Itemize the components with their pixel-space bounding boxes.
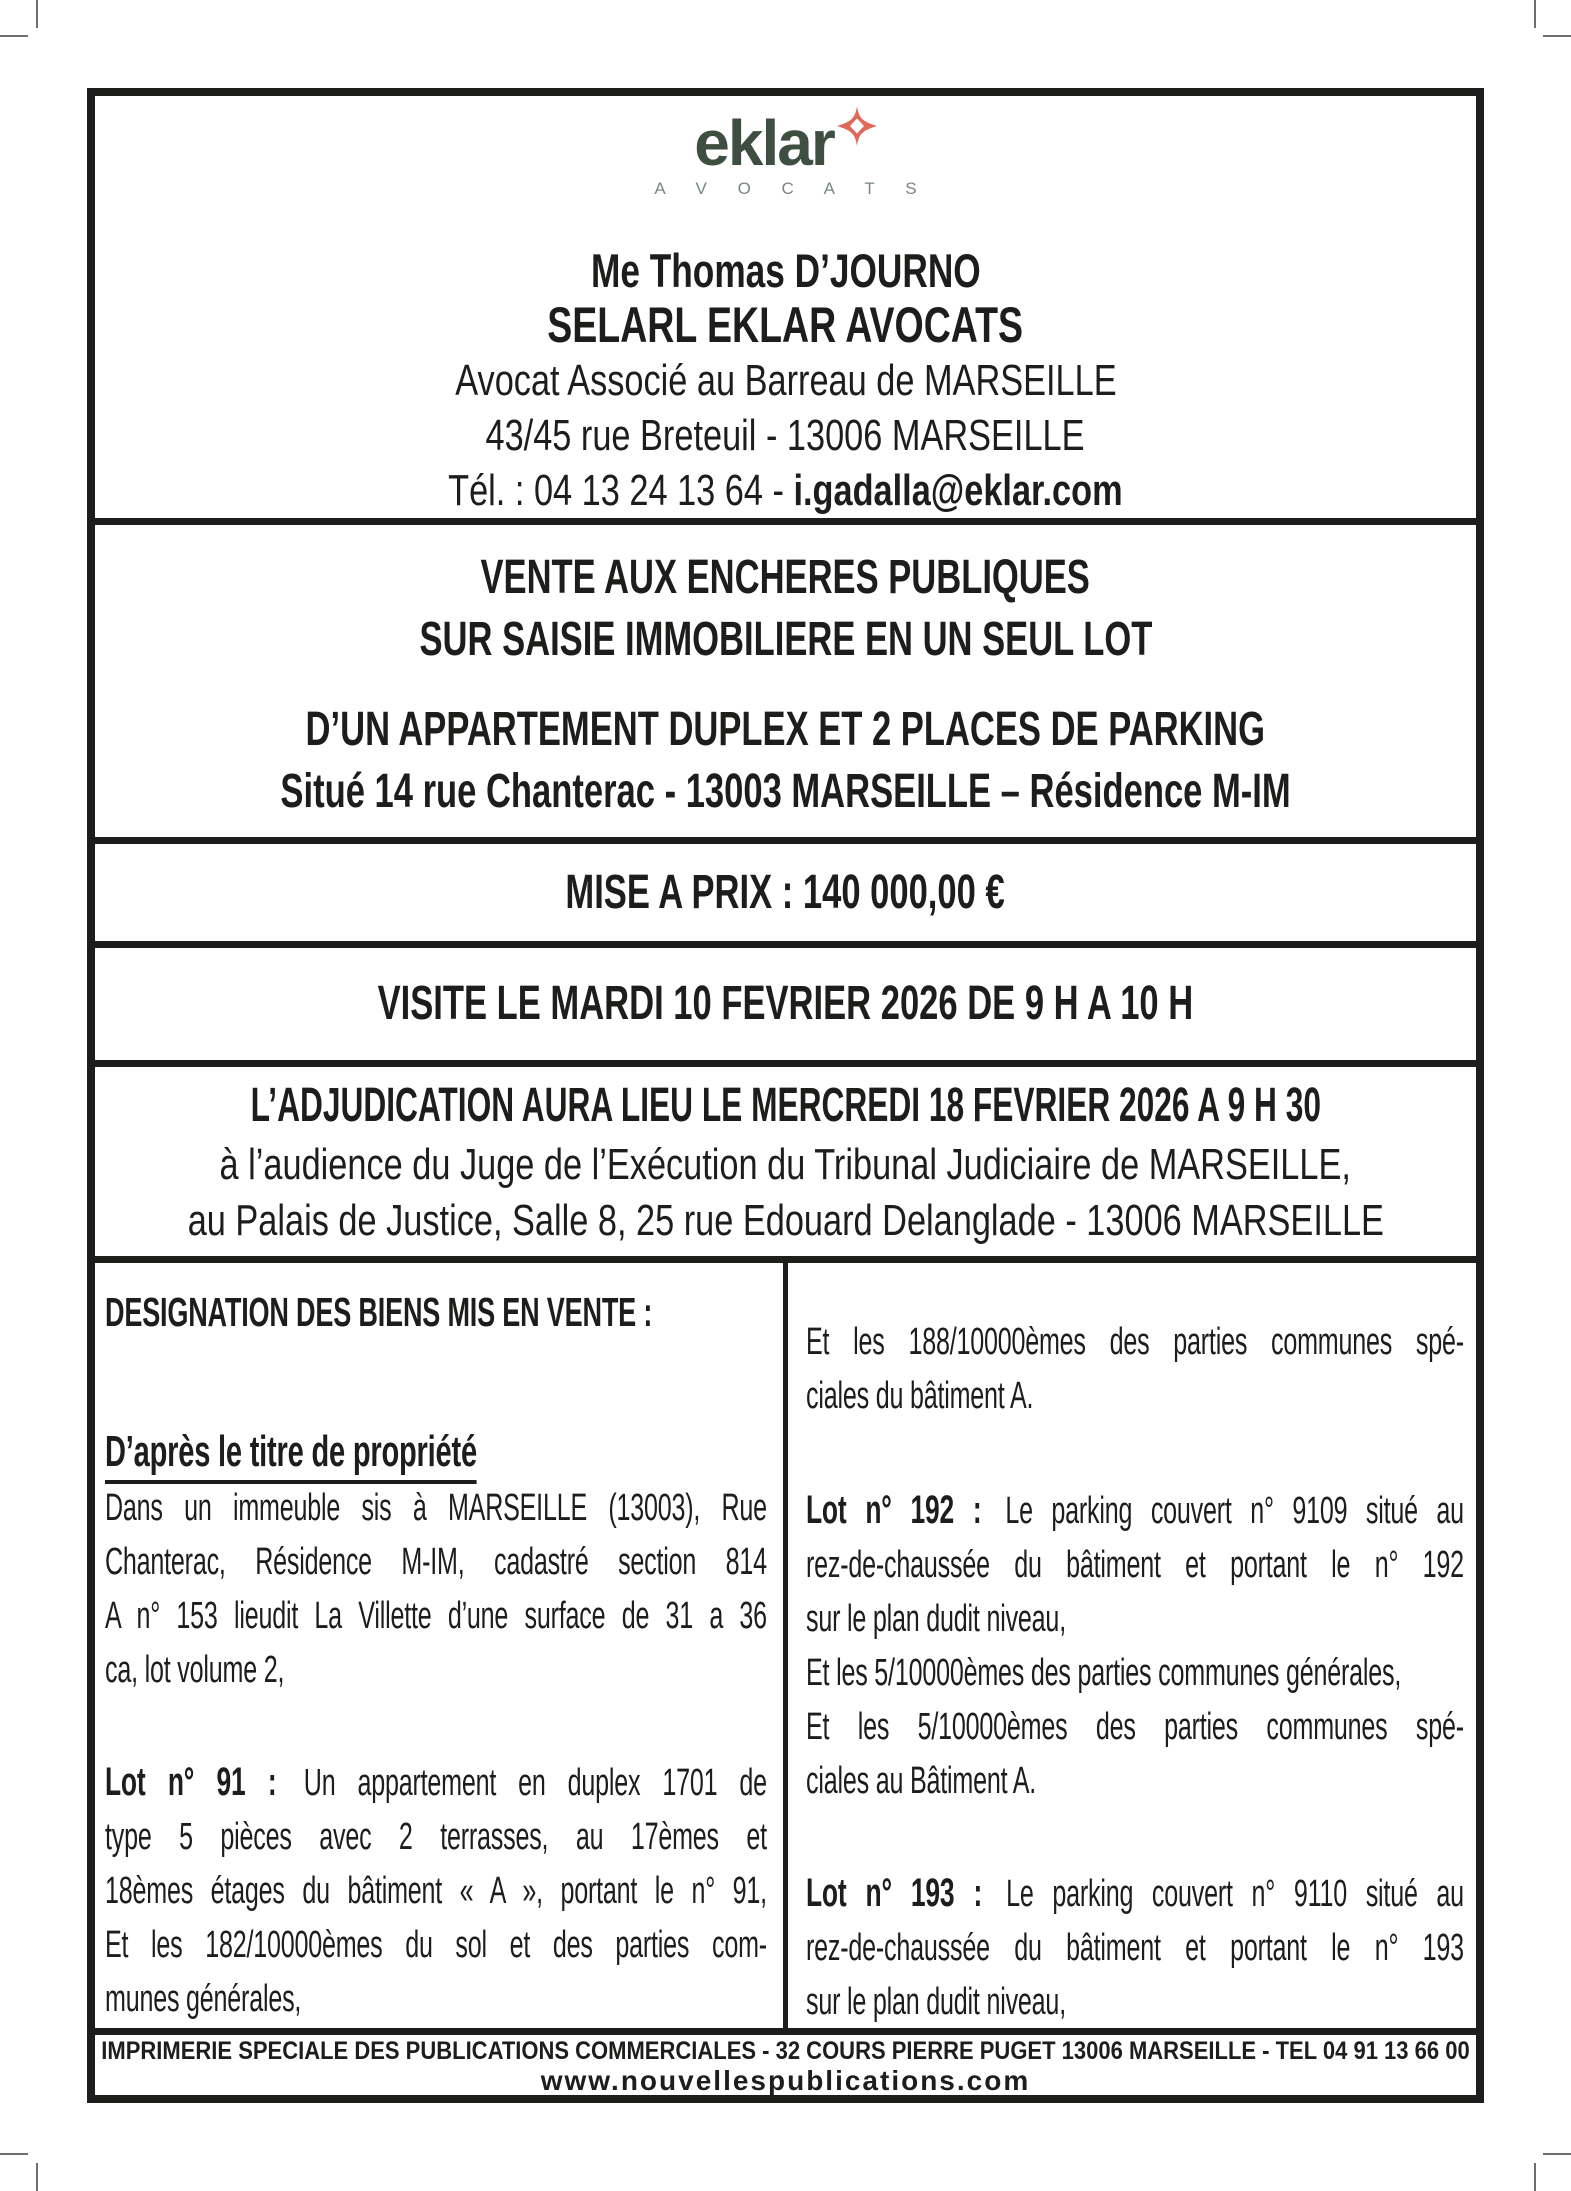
visit-date: VISITE LE MARDI 10 FEVRIER 2026 DE 9 H A 10 H (377, 977, 1194, 1030)
designation-left-column (95, 1263, 783, 2028)
designation-right-column (788, 1263, 1476, 2028)
text-line: sur le plan dudit niveau, (806, 1598, 1066, 1640)
starting-price-section (95, 844, 1476, 941)
spacer (105, 1339, 767, 1423)
text-line: ciales du bâtiment A. (806, 1375, 1034, 1417)
crop-mark (1534, 2163, 1536, 2191)
spacer (806, 1423, 1464, 1483)
contact-line (448, 463, 1122, 518)
section-divider (95, 2028, 1476, 2035)
sale-title-section (95, 525, 1476, 837)
text-line: Lot n° 193 : Le parking couvert n° 9110 situé au (806, 1871, 1464, 1915)
section-divider (95, 837, 1476, 844)
email-address: i.gadalla@eklar.com (793, 466, 1123, 515)
lot-number-label: Lot n° 91 : (105, 1760, 277, 1804)
auction-date-line: L’ADJUDICATION AURA LIEU LE MERCREDI 18 FEVRIER 2026 A 9 H 30 (250, 1079, 1321, 1132)
imprimerie-line: IMPRIMERIE SPECIALE DES PUBLICATIONS COMMERCIALES - 32 COURS PIERRE PUGET 13006 MARSEILLE - TEL 04 91 13 66 00 (101, 2037, 1470, 2065)
spacer (105, 1697, 767, 1755)
section-divider (95, 1256, 1476, 1263)
section-divider (95, 1060, 1476, 1067)
address-line: 43/45 rue Breteuil - 13006 MARSEILLE (485, 411, 1086, 460)
title-source-subheading (105, 1423, 767, 1481)
website-url: www.nouvellespublications.com (540, 2065, 1031, 2096)
text-line: Et les 5/10000èmes des parties communes générales, (806, 1652, 1402, 1694)
auction-venue-line: à l’audience du Juge de l’Exécution du Tribunal Judiciaire de MARSEILLE, (219, 1140, 1352, 1189)
crop-mark (1543, 35, 1571, 37)
property-address-line: Situé 14 rue Chanterac - 13003 MARSEILLE – Résidence M-IM (280, 765, 1291, 818)
section-divider (95, 941, 1476, 948)
lot-number-label: Lot n° 193 : (806, 1871, 983, 1915)
text-line: Lot n° 91 : Un appartement en duplex 1701 de (105, 1760, 767, 1804)
text-line: ca, lot volume 2, (105, 1649, 285, 1691)
imprint-footer (95, 2035, 1476, 2096)
designation-heading: DESIGNATION DES BIENS MIS EN VENTE : (105, 1289, 653, 1335)
letterhead (95, 96, 1476, 518)
logo-wordmark: eklar (694, 107, 834, 179)
starting-price: MISE A PRIX : 140 000,00 € (565, 865, 1006, 919)
text-line: Et les 5/10000èmes des parties communes spé- (806, 1706, 1464, 1748)
lawyer-name: Me Thomas D’JOURNO (590, 244, 981, 297)
crop-mark (1534, 0, 1536, 28)
lot-number-label: Lot n° 192 : (806, 1488, 982, 1532)
spacer (806, 1808, 1464, 1866)
text-line: sur le plan dudit niveau, (806, 1981, 1066, 2023)
logo-row (694, 107, 876, 179)
underlined-subheading: D’après le titre de propriété (105, 1427, 477, 1484)
crop-mark (0, 2153, 28, 2155)
bar-line: Avocat Associé au Barreau de MARSEILLE (454, 356, 1117, 405)
text-line: A n° 153 lieudit La Villette d’une surface de 31 a 36 (105, 1595, 767, 1637)
text-line: ciales au Bâtiment A. (806, 1760, 1037, 1802)
sale-title-line: SUR SAISIE IMMOBILIERE EN UN SEUL LOT (419, 613, 1152, 666)
text-line: type 5 pièces avec 2 terrasses, au 17èmes et (105, 1816, 767, 1858)
designation-section (95, 1263, 1476, 2028)
text-line: Et les 188/10000èmes des parties communes spé- (806, 1321, 1464, 1363)
text-line: Chanterac, Résidence M-IM, cadastré section 814 (105, 1541, 767, 1583)
text-line: rez-de-chaussée du bâtiment et portant le n° 192 (806, 1544, 1464, 1586)
text-line: munes générales, (105, 1978, 302, 2020)
visit-section (95, 948, 1476, 1060)
crop-mark (0, 35, 28, 37)
text-line: Lot n° 192 : Le parking couvert n° 9109 situé au (806, 1488, 1464, 1532)
auction-section (95, 1067, 1476, 1256)
crop-mark (36, 2163, 38, 2191)
text-line: 18èmes étages du bâtiment « A », portant le n° 91, (105, 1870, 767, 1912)
property-line: D’UN APPARTEMENT DUPLEX ET 2 PLACES DE PARKING (305, 703, 1266, 756)
auction-venue-line: au Palais de Justice, Salle 8, 25 rue Edouard Delanglade - 13006 MARSEILLE (187, 1196, 1384, 1245)
crop-mark (1543, 2153, 1571, 2155)
firm-name: SELARL EKLAR AVOCATS (547, 297, 1024, 353)
notice-box (87, 88, 1484, 2103)
sale-title-line: VENTE AUX ENCHERES PUBLIQUES (480, 551, 1091, 604)
text-line: Dans un immeuble sis à MARSEILLE (13003), Rue (105, 1487, 767, 1529)
logo-tagline: A V O C A T S (654, 179, 930, 198)
four-point-star-icon (837, 106, 877, 146)
eklar-logo (641, 107, 930, 227)
text-line: Et les 182/10000èmes du sol et des parties com- (105, 1924, 767, 1966)
crop-mark (36, 0, 38, 28)
phone-number: Tél. : 04 13 24 13 64 - (448, 466, 794, 515)
text-line: rez-de-chaussée du bâtiment et portant le n° 193 (806, 1927, 1464, 1969)
section-divider (95, 518, 1476, 525)
